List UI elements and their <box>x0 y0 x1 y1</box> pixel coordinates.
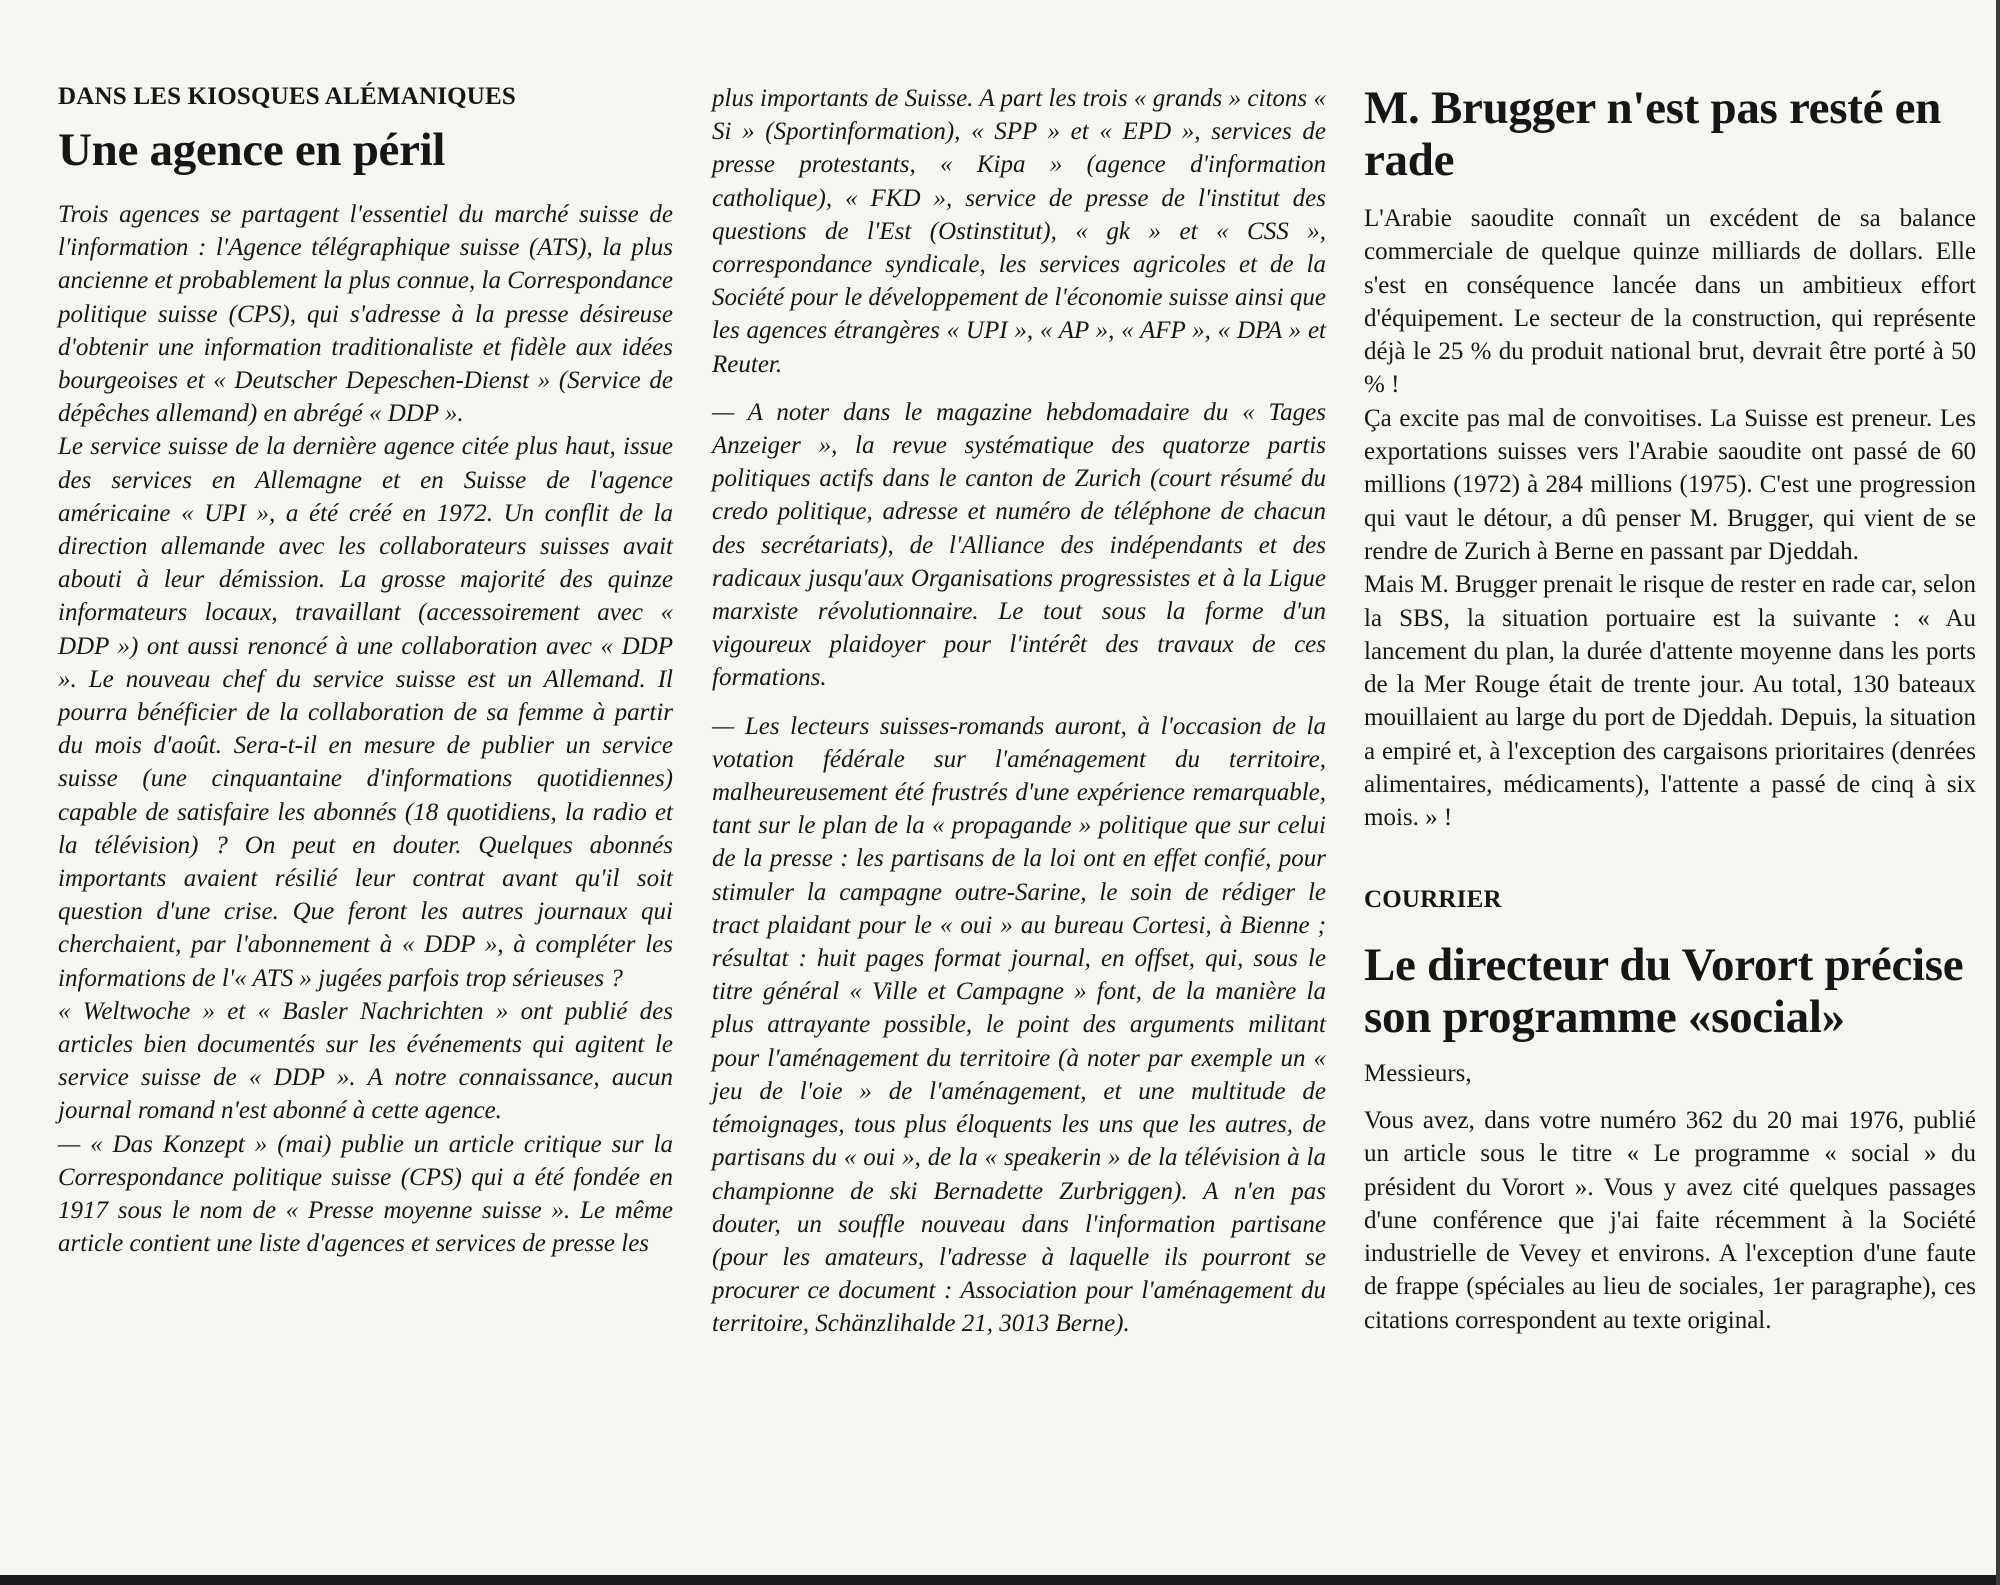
letter-salutation: Messieurs, <box>1364 1059 1472 1087</box>
page-bottom-edge <box>0 1575 2000 1585</box>
article-body-brugger <box>1364 202 1976 835</box>
paragraph: — « Das Konzept » (mai) publie un article critique sur la Correspondance politique suisse (CPS) qui a été fondée en 1917 sous le nom de « Presse moyenne suisse ». Le même article contient une liste d'agences et services de presse les <box>58 1130 673 1258</box>
section-kicker: DANS LES KIOSQUES ALÉMANIQUES <box>58 83 517 110</box>
article-headline-agence: Une agence en péril <box>58 124 446 176</box>
paragraph: Mais M. Brugger prenait le risque de rester en rade car, selon la SBS, la situation portuaire est la suivante : « Au lancement du plan, la durée d'attente moyenne dans les ports de la Mer Rouge était de trente jour. Au total, 130 bateaux mouillaient au large du port de Djeddah. Depuis, la situation a empiré et, à l'exception des cargaisons prioritaires (denrées alimentaires, médicaments), l'attente a passé de cinq à six mois. » ! <box>1364 571 1976 832</box>
page-right-edge <box>1996 0 2000 1585</box>
column-1 <box>58 82 673 1261</box>
letter-body <box>1364 1057 1976 1337</box>
article-headline-brugger: M. Brugger n'est pas resté en rade <box>1364 82 1941 186</box>
section-kicker-courrier: COURRIER <box>1364 885 1502 913</box>
article-body-continued <box>712 82 1326 1341</box>
article-body-agence <box>58 198 673 1261</box>
paragraph: plus importants de Suisse. A part les trois « grands » citons « Si » (Sportinformation), « SPP » et « EPD », services de presse protestants, « Kipa » (agence d'information catholique), « FKD », service de presse de l'institut des questions de l'Est (Ostinstitut), « gk » et « CSS », correspondance syndicale, les services agricoles et de la Société pour le développement de l'économie suisse ainsi que les agences étrangères « UPI », « AP », « AFP », « DPA » et Reuter. <box>712 85 1326 378</box>
paragraph: — Les lecteurs suisses-romands auront, à l'occasion de la votation fédérale sur l'aménagement du territoire, malheureusement été frustrés d'une expérience remarquable, tant sur le plan de la « propagande » politique que sur celui de la presse : les partisans de la loi ont en effet confié, pour stimuler la campagne outre-Sarine, le soin de rédiger le tract plaidant pour le « oui » au bureau Cortesi, à Bienne ; résultat : huit pages format journal, en offset, qui, sous le titre général « Ville et Campagne » font, de la manière la plus attrayante possible, le point des arguments militant pour l'aménagement du territoire (à noter par exemple un « jeu de l'oie » de l'aménagement, et une multitude de témoignages, tous plus éloquents les uns que les autres, de partisans du « oui », de la « speakerin » de la télévision à la championne de ski Bernadette Zurbriggen). A n'en pas douter, un souffle nouveau dans l'information partisane (pour les amateurs, l'adresse à laquelle ils pourront se procurer ce document : Association pour l'aménagement du territoire, Schänzlihalde 21, 3013 Berne). <box>712 712 1326 1338</box>
paragraph: Trois agences se partagent l'essentiel du marché suisse de l'information : l'Agence télégraphique suisse (ATS), la plus ancienne et probablement la plus connue, la Correspondance politique suisse (CPS), qui s'adresse à la presse désireuse d'obtenir une information traditionaliste et fidèle aux idées bourgeoises et « Deutscher Depeschen-Dienst » (Service de dépêches allemand) en abrégé « DDP ». <box>58 201 673 428</box>
paragraph: Ça excite pas mal de convoitises. La Suisse est preneur. Les exportations suisses vers l'Arabie saoudite ont passé de 60 millions (1972) à 284 millions (1975). C'est une progression qui vaut le détour, a dû penser M. Brugger, qui vient de se rendre de Zurich à Berne en passant par Djeddah. <box>1364 404 1976 565</box>
paragraph: L'Arabie saoudite connaît un excédent de sa balance commerciale de quelque quinze milliards de dollars. Elle s'est en conséquence lancée dans un ambitieux effort d'équipement. Le secteur de la construction, qui représente déjà le 25 % du produit national brut, devrait être porté à 50 % ! <box>1364 205 1976 399</box>
article-headline-vorort: Le directeur du Vorort précise son programme «social» <box>1364 938 1964 1043</box>
paragraph: Le service suisse de la dernière agence citée plus haut, issue des services en Allemagne et en Suisse de l'agence américaine « UPI », a été créé en 1972. Un conflit de la direction allemande avec les collaborateurs suisses avait abouti à leur démission. La grosse majorité des quinze informateurs locaux, travaillant (accessoirement avec « DDP ») ont aussi renoncé à une collaboration avec « DDP ». Le nouveau chef du service suisse est un Allemand. Il pourra bénéficier de la collaboration de sa femme à partir du mois d'août. Sera-t-il en mesure de publier un service suisse (une cinquantaine d'informations quotidiennes) capable de satisfaire les abonnés (18 quotidiens, la radio et la télévision) ? On peut en douter. Quelques abonnés importants avaient résilié leur contrat avant qu'il soit question d'une crise. Que feront les autres journaux qui cherchaient, par l'abonnement à « DDP », à compléter les informations de l'« ATS » jugées parfois trop sérieuses ? <box>58 433 673 992</box>
column-2 <box>712 82 1326 1341</box>
paragraph: « Weltwoche » et « Basler Nachrichten » ont publié des articles bien documentés sur les événements qui agitent le service suisse de « DDP ». A notre connaissance, aucun journal romand n'est abonné à cette agence. <box>58 997 673 1125</box>
paragraph: Vous avez, dans votre numéro 362 du 20 mai 1976, publié un article sous le titre « Le programme « social » du président du Vorort ». Vous y avez cité quelques passages d'une conférence que j'ai faite récemment à la Société industrielle de Vevey et environs. A l'exception d'une faute de frappe (spéciales au lieu de sociales, 1er paragraphe), ces citations correspondent au texte original. <box>1364 1106 1976 1334</box>
paragraph: — A noter dans le magazine hebdomadaire du « Tages Anzeiger », la revue systématique des quatorze partis politiques actifs dans le canton de Zurich (court résumé du credo politique, adresse et numéro de téléphone de chacun des secrétariats), de l'Alliance des indépendants et des radicaux jusqu'aux Organisations progressistes et à la Ligue marxiste révolutionnaire. Le tout sous la forme d'un vigoureux plaidoyer pour l'intérêt des travaux de ces formations. <box>712 398 1326 692</box>
column-3 <box>1364 82 1976 1337</box>
